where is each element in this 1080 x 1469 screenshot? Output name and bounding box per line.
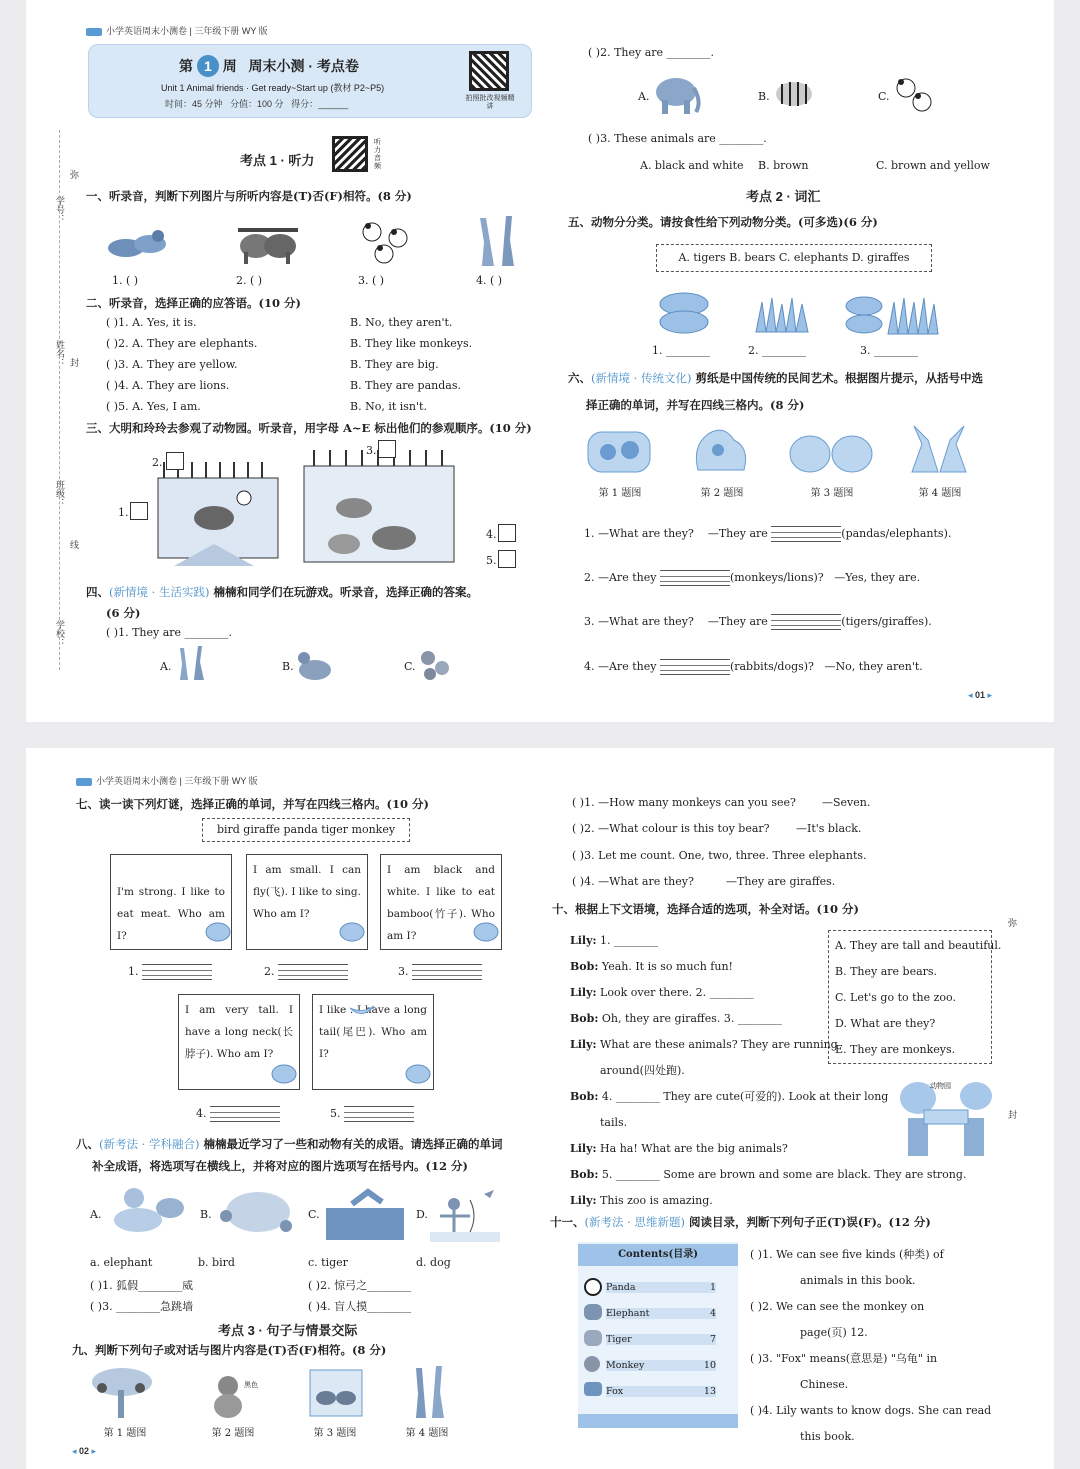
- judge-row[interactable]: ( )1. We can see five kinds (种类) of: [750, 1248, 944, 1261]
- picture-fox-tiger: [108, 1184, 188, 1238]
- judge-row[interactable]: ( )4. Lily wants to know dogs. She can read: [750, 1404, 992, 1417]
- caption: 第 1 题图: [598, 488, 642, 499]
- map-label: 4.: [486, 528, 497, 541]
- judge-row[interactable]: ( )1. —How many monkeys can you see?: [572, 796, 796, 809]
- dialogue-line: Bob: Oh, they are giraffes. 3. ________: [570, 1012, 782, 1025]
- choice-b[interactable]: B. No, they aren't.: [350, 316, 453, 329]
- papercut-3: [788, 430, 874, 474]
- section-3-title: 三、大明和玲玲去参观了动物园。听录音，用字母 A~E 标出他们的参观顺序。(10 分): [86, 421, 532, 435]
- s6-row: 2. —Are they (monkeys/lions)? —Yes, they are.: [584, 571, 921, 584]
- side-label-school: 学校：: [55, 620, 65, 647]
- choice-row[interactable]: ( )4. A. They are lions.: [106, 379, 230, 392]
- binding-line: [59, 130, 60, 670]
- four-line-grid[interactable]: [771, 614, 841, 630]
- option-b-label[interactable]: B.: [282, 660, 294, 673]
- judge-row[interactable]: ( )3. Let me count. One, two, three. Three elephants.: [572, 849, 867, 862]
- four-line-grid[interactable]: [210, 1106, 280, 1122]
- dialogue-line: around(四处跑).: [600, 1064, 685, 1077]
- side-mark: 封: [1007, 1110, 1017, 1119]
- order-box[interactable]: [378, 440, 396, 458]
- choice-row[interactable]: ( )2. A. They are elephants.: [106, 337, 258, 350]
- page-1: [26, 0, 1054, 722]
- answer-blank[interactable]: 1. ( ): [112, 274, 139, 287]
- page-header: 小学英语周末小测卷 | 三年级下册 WY 版: [86, 24, 268, 37]
- picture-pandas: [892, 74, 938, 116]
- elephant-icon: [584, 1304, 602, 1320]
- qr-code[interactable]: [469, 51, 509, 91]
- page-number: ◂ 01 ▸: [968, 690, 993, 700]
- option-b-label[interactable]: B.: [758, 90, 770, 103]
- riddle-answer: 5.: [330, 1106, 414, 1122]
- idiom-question[interactable]: ( )2. 惊弓之________: [308, 1279, 412, 1292]
- order-box[interactable]: [498, 550, 516, 568]
- dialogue-option: A. They are tall and beautiful.: [835, 939, 1002, 952]
- judge-row-cont: animals in this book.: [800, 1274, 916, 1287]
- four-line-grid[interactable]: [412, 964, 482, 980]
- picture-elephants: [236, 222, 300, 266]
- picture-monkeys: [418, 648, 454, 682]
- picture-bear: [296, 648, 334, 682]
- choice-b[interactable]: B. They are big.: [350, 358, 439, 371]
- picture-elephant: [652, 72, 702, 116]
- choice-row[interactable]: ( )5. A. Yes, I am.: [106, 400, 201, 413]
- section-8-title: 八、(新考法 · 学科融合) 楠楠最近学习了一些和动物有关的成语。请选择正确的单词: [76, 1137, 503, 1151]
- picture-blind-men-elephant: [214, 1186, 296, 1240]
- picture-giraffes: [408, 1364, 452, 1420]
- idiom-question[interactable]: ( )3. ________急跳墙: [90, 1300, 194, 1313]
- four-line-grid[interactable]: [771, 526, 841, 542]
- riddle-answer: 1.: [128, 964, 212, 980]
- dialogue-option: C. Let's go to the zoo.: [835, 991, 956, 1004]
- toc-title: Contents(目录): [578, 1244, 738, 1266]
- dialogue-line: Lily: Ha ha! What are the big animals?: [570, 1142, 788, 1155]
- dialogue-line: Bob: 4. ________ They are cute(可爱的). Look at their long: [570, 1090, 889, 1103]
- title-banner: [88, 44, 532, 118]
- four-line-grid[interactable]: [344, 1106, 414, 1122]
- caption: 第 2 题图: [211, 1428, 255, 1439]
- zoo-sign: 动物园: [930, 1082, 951, 1090]
- side-mark: 弥: [1007, 918, 1017, 927]
- side-mark: 封: [69, 358, 79, 367]
- four-line-grid[interactable]: [660, 570, 730, 586]
- choice-row[interactable]: ( )1. A. Yes, it is.: [106, 316, 197, 329]
- dialogue-line: Bob: Yeah. It is so much fun!: [570, 960, 733, 973]
- section-10-title: 十、根据上下文语境，选择合适的选项，补全对话。(10 分): [552, 902, 859, 916]
- section-label-vocabulary: 考点 2 · 词汇: [746, 189, 821, 204]
- judge-row-reply: —It's black.: [796, 822, 862, 835]
- s6-row: 4. —Are they (rabbits/dogs)? —No, they aren't.: [584, 660, 923, 673]
- map-label: 1.: [118, 506, 129, 519]
- riddle-answer: 3.: [398, 964, 482, 980]
- caption: 第 2 题图: [700, 488, 744, 499]
- answer-blank[interactable]: 2. ( ): [236, 274, 263, 287]
- word-option: a. elephant: [90, 1256, 153, 1269]
- lantern-icon: [338, 922, 366, 944]
- caption: 第 4 题图: [405, 1428, 449, 1439]
- option-c-label[interactable]: C.: [308, 1208, 320, 1221]
- option-c-label[interactable]: C.: [878, 90, 890, 103]
- word-bank: bird giraffe panda tiger monkey: [202, 818, 410, 842]
- option-b-label[interactable]: B.: [200, 1208, 212, 1221]
- order-box[interactable]: [166, 452, 184, 470]
- caption: 第 3 题图: [313, 1428, 357, 1439]
- picture-archer-bird: [430, 1186, 500, 1242]
- map-label: 2.: [152, 456, 163, 469]
- papercut-4: [904, 424, 974, 474]
- section-label-listening: 考点 1 · 听力: [240, 153, 315, 168]
- four-line-grid[interactable]: [142, 964, 212, 980]
- option-c[interactable]: C. brown and yellow: [876, 159, 990, 172]
- dialogue-line: Lily: This zoo is amazing.: [570, 1194, 713, 1207]
- judge-row-cont: page(页) 12.: [800, 1326, 868, 1339]
- option-a[interactable]: A. black and white: [640, 159, 744, 172]
- banana-icon: [348, 1004, 376, 1018]
- choice-b[interactable]: B. They like monkeys.: [350, 337, 473, 350]
- riddle-answer: 2.: [264, 964, 348, 980]
- panda-icon: [584, 1278, 602, 1296]
- audio-qr-code[interactable]: [332, 136, 368, 172]
- judge-row[interactable]: ( )2. We can see the monkey on: [750, 1300, 925, 1313]
- choice-b[interactable]: B. No, it isn't.: [350, 400, 427, 413]
- monkey-icon: [584, 1356, 600, 1372]
- judge-row[interactable]: ( )3. "Fox" means(意思是) "乌龟" in: [750, 1352, 938, 1365]
- page-title: 第 1 周 周末小测 · 考点卷: [179, 55, 359, 77]
- side-label-class: 班级：: [55, 480, 65, 507]
- judge-row-cont: Chinese.: [800, 1378, 849, 1391]
- option-a-label[interactable]: A.: [160, 660, 172, 673]
- toc-entry: Monkey 10: [606, 1360, 716, 1371]
- caption: 第 1 题图: [103, 1428, 147, 1439]
- section-7-title: 七、读一读下列灯谜，选择正确的单词，并写在四线三格内。(10 分): [76, 797, 429, 811]
- side-mark: 线: [69, 540, 79, 549]
- word-option: c. tiger: [308, 1256, 348, 1269]
- riddle-card: I'm strong. I like to eat meat. Who am I?: [110, 854, 232, 950]
- section-11-title: 十一、(新考法 · 思维新题) 阅读目录，判断下列句子正(T)误(F)。(12 分): [550, 1215, 931, 1229]
- picture-sleeping-animals: [106, 222, 170, 262]
- picture-elephants-scene: [308, 1368, 364, 1418]
- caption: 第 3 题图: [810, 488, 854, 499]
- word-option: b. bird: [198, 1256, 235, 1269]
- judge-row-cont: this book.: [800, 1430, 855, 1443]
- picture-zebras: [772, 72, 818, 116]
- zoo-map-illustration: [154, 448, 490, 572]
- section-9-title: 九、判断下列句子或对话与图片内容是(T)否(F)相符。(8 分): [72, 1343, 387, 1357]
- section-2-title: 二、听录音，选择正确的应答语。(10 分): [86, 296, 301, 310]
- lantern-icon: [270, 1064, 298, 1086]
- toc-entry: Fox 13: [606, 1386, 716, 1397]
- caption: 第 4 题图: [918, 488, 962, 499]
- choice-row[interactable]: ( )3. A. They are yellow.: [106, 358, 238, 371]
- section-5-title: 五、动物分分类。请按食性给下列动物分类。(可多选)(6 分): [568, 215, 878, 229]
- judge-row-reply: —Seven.: [822, 796, 871, 809]
- section-4-title: 四、(新情境 · 生活实践) 楠楠和同学们在玩游戏。听录音，选择正确的答案。: [86, 585, 478, 599]
- word-option: d. dog: [416, 1256, 451, 1269]
- lantern-icon: [404, 1064, 432, 1086]
- toc-entry: Tiger 7: [606, 1334, 716, 1345]
- section-4-points: (6 分): [106, 606, 141, 620]
- riddle-card: I am very tall. I have a long neck(长脖子). Who am I?: [178, 994, 300, 1090]
- page-2: [26, 748, 1054, 1469]
- section-1-title: 一、听录音，判断下列图片与所听内容是(T)否(F)相符。(8 分): [86, 189, 412, 203]
- section-label-sentences: 考点 3 · 句子与情景交际: [218, 1323, 358, 1338]
- audio-note: 听力音频: [374, 138, 381, 170]
- unit-info: Unit 1 Animal friends · Get ready~Start up (教材 P2~P5): [161, 83, 385, 93]
- four-line-grid[interactable]: [278, 964, 348, 980]
- riddle-answer: 4.: [196, 1106, 280, 1122]
- fox-icon: [584, 1382, 602, 1396]
- qr-note: 拍照批改视频精讲: [465, 95, 515, 110]
- colour-note: 黑色: [244, 1381, 258, 1389]
- section-8-title-cont: 补全成语，将选项写在横线上，并将对应的图片选项写在括号内。(12 分): [92, 1159, 468, 1173]
- picture-food-grass: [754, 296, 810, 334]
- toc-card: [578, 1242, 738, 1428]
- picture-giraffes: [174, 646, 214, 682]
- dialogue-line: Bob: 5. ________ Some are brown and some are black. They are strong.: [570, 1168, 967, 1181]
- word-bank: A. tigers B. bears C. elephants D. giraffes: [656, 244, 932, 272]
- dialogue-option: E. They are monkeys.: [835, 1043, 956, 1056]
- toc-entry: Panda 1: [606, 1282, 716, 1293]
- answer-blank[interactable]: 2. ________: [748, 344, 806, 357]
- riddle-card: I am black and white. I like to eat bamboo(竹子). Who am I?: [380, 854, 502, 950]
- dialogue-line: Lily: What are these animals? They are running: [570, 1038, 838, 1051]
- map-label: 3.: [366, 444, 377, 457]
- picture-pandas: [358, 218, 414, 266]
- dialogue-option: D. What are they?: [835, 1017, 936, 1030]
- tiger-icon: [584, 1330, 602, 1346]
- question-4-2[interactable]: ( )2. They are ________.: [588, 46, 715, 59]
- picture-giraffes: [472, 212, 524, 268]
- toc-judgements: [750, 1242, 996, 1450]
- picture-food-mixed: [844, 294, 940, 336]
- order-box[interactable]: [130, 502, 148, 520]
- toc-footer-bar: [578, 1414, 738, 1428]
- riddle-card: I am small. I can fly(飞). I like to sing. Who am I?: [246, 854, 368, 950]
- option-a-label[interactable]: A.: [90, 1208, 102, 1221]
- s6-row: 1. —What are they? —They are (pandas/elephants).: [584, 527, 952, 540]
- section-6-title: 六、(新情境 · 传统文化) 剪纸是中国传统的民间艺术。根据图片提示，从括号中选: [568, 371, 983, 385]
- dialogue-line: Lily: 1. ________: [570, 934, 659, 947]
- idiom-question[interactable]: ( )1. 狐假________威: [90, 1279, 194, 1292]
- toc-entry: Elephant 4: [606, 1308, 716, 1319]
- lantern-icon: [204, 922, 232, 944]
- four-line-grid[interactable]: [660, 659, 730, 675]
- question-4-1[interactable]: ( )1. They are ________.: [106, 626, 233, 639]
- answer-blank[interactable]: 4. ( ): [476, 274, 503, 287]
- side-mark: 弥: [69, 170, 79, 179]
- option-c-label[interactable]: C.: [404, 660, 416, 673]
- answer-blank[interactable]: 3. ________: [860, 344, 918, 357]
- side-label-name: 姓名：: [55, 340, 65, 367]
- dialogue-option: B. They are bears.: [835, 965, 938, 978]
- papercut-1: [586, 426, 652, 476]
- order-box[interactable]: [498, 524, 516, 542]
- judge-row[interactable]: ( )2. —What colour is this toy bear?: [572, 822, 770, 835]
- option-b[interactable]: B. brown: [758, 159, 809, 172]
- riddle-card: I like . I have a long tail(尾巴). Who am I?: [312, 994, 434, 1090]
- picture-monkeys-tree: [88, 1366, 154, 1420]
- page-number: ◂ 02 ▸: [72, 1446, 97, 1456]
- page-header: 小学英语周末小测卷 | 三年级下册 WY 版: [76, 774, 258, 787]
- choice-b[interactable]: B. They are pandas.: [350, 379, 461, 392]
- judge-row-reply: —They are giraffes.: [726, 875, 836, 888]
- papercut-2: [688, 426, 754, 476]
- answer-blank[interactable]: 1. ________: [652, 344, 710, 357]
- s6-row: 3. —What are they? —They are (tigers/giraffes).: [584, 615, 932, 628]
- option-a-label[interactable]: A.: [638, 90, 650, 103]
- dialogue-line: tails.: [600, 1116, 628, 1129]
- judge-row[interactable]: ( )4. —What are they?: [572, 875, 694, 888]
- exam-meta: 时间：45 分钟 分值：100 分 得分：______: [165, 99, 349, 109]
- question-4-3[interactable]: ( )3. These animals are ________.: [588, 132, 767, 145]
- option-d-label[interactable]: D.: [416, 1208, 428, 1221]
- lantern-icon: [472, 922, 500, 944]
- answer-blank[interactable]: 3. ( ): [358, 274, 385, 287]
- idiom-question[interactable]: ( )4. 盲人摸________: [308, 1300, 412, 1313]
- section-6-title-cont: 择正确的单词，并写在四线三格内。(8 分): [586, 398, 805, 412]
- dialogue-line: Lily: Look over there. 2. ________: [570, 986, 754, 999]
- picture-dog-wall: [322, 1186, 408, 1242]
- picture-food-meat: [658, 290, 710, 336]
- dialogue: [570, 928, 966, 1214]
- map-label: 5.: [486, 554, 497, 567]
- side-label-number: 学号：: [55, 196, 65, 223]
